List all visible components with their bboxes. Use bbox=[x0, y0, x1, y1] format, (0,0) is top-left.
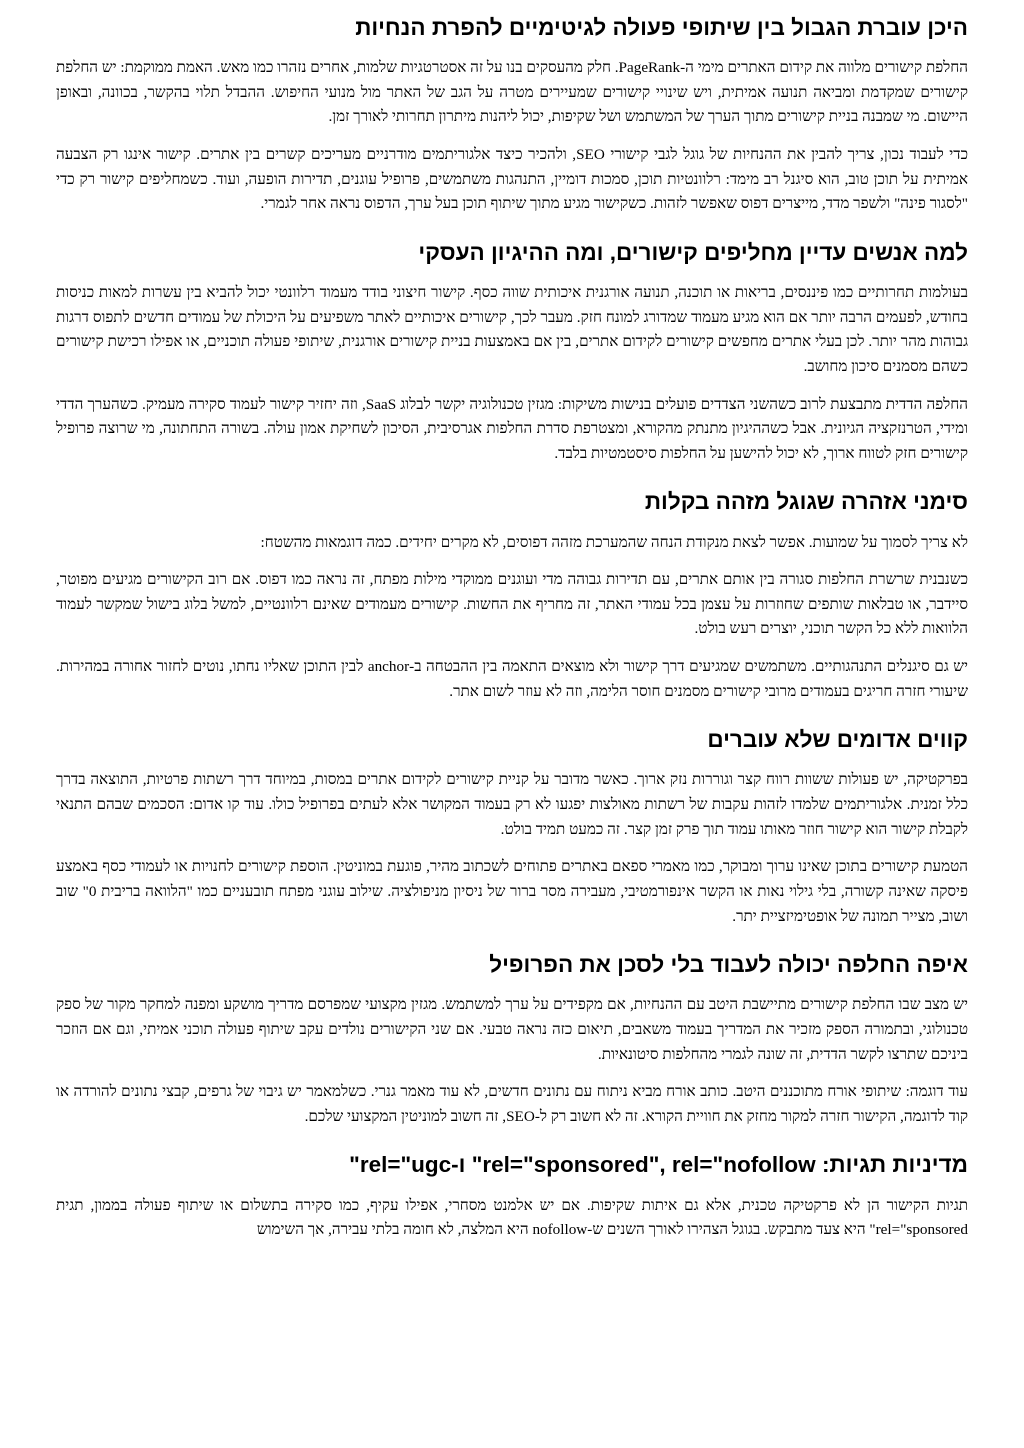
document-section bbox=[56, 951, 968, 1129]
body-paragraph: יש גם סיגנלים התנהגותיים. משתמשים שמגיעים דרך קישור ולא מוצאים התאמה בין ההבטחה ב-anchor לבין התוכן שאליו נחתו, נוטים לחזור אחורה במהירות. שיעורי חזרה חריגים בעמודים מרובי קישורים מסמנים חוסר הלימה, וזה לא עוזר לשום אתר. bbox=[56, 658, 968, 700]
section-heading: היכן עוברת הגבול בין שיתופי פעולה לגיטימיים להפרת הנחיות bbox=[355, 15, 968, 40]
section-heading: מדיניות תגיות: rel="sponsored", rel="nofollow" ו-rel="ugc" bbox=[349, 1152, 968, 1178]
document-section bbox=[56, 1151, 968, 1242]
body-paragraph: הטמעת קישורים בתוכן שאינו ערוך ומבוקר, כמו מאמרי ספאם באתרים פתוחים לשכתוב מהיר, פוגעת במוניטין. הוספת קישורים לחנויות או לעמודי כסף באמצע פיסקה שאינה קשורה, בלי גילוי נאות או הקשר אינפורמטיבי, מעבירה מסר ברור של ניסיון מניפולציה. שילוב עוגני מפתח תובעניים כמו "הלוואה בריבית 0" שוב ושוב, מצייר תמונה של אופטימיזציית יתר. bbox=[56, 858, 968, 925]
section-heading: איפה החלפה יכולה לעבוד בלי לסכן את הפרופיל bbox=[489, 952, 968, 978]
document-section bbox=[56, 239, 968, 467]
body-paragraph: בעולמות תחרותיים כמו פיננסים, בריאות או תוכנה, תנועה אורגנית איכותית שווה כסף. קישור חיצוני בודד מעמוד רלוונטי יכול להביא בין עשרות למאות כניסות בחודש, לפעמים הרבה יותר אם הוא מגיע מעמוד שמדורג למונח חזק. מעבר לכך, קישורים איכותיים לאתר משפיעים על היכולת של עמודים חדשים לתפוס דרגות גבוהות מהר יותר. לכן בעלי אתרים מחפשים קישורים לקידום אתרים, בין אם באמצעות בניית קישורים אורגנית, שיתופי פעולה תוכניים, או אפילו רכישת קישורים כשהם מסמנים סיכון מחושב. bbox=[56, 284, 968, 375]
body-paragraph: כשנבנית שרשרת החלפות סגורה בין אותם אתרים, עם תדירות גבוהה מדי ועוגנים ממוקדי מילות מפתח, זה נראה כמו דפוס. אם רוב הקישורים מגיעים מפוטר, סיידבר, או טבלאות שותפים שחוזרות על עצמן בכל עמודי האתר, זה מחריף את החשות. קישורים מעמודים שאינם רלוונטיים, למשל בלוג בישול שמקשר לעמוד הלוואות ללא כל הקשר תוכני, יוצרים רעש בולט. bbox=[56, 571, 968, 638]
body-paragraph: יש מצב שבו החלפת קישורים מתיישבת היטב עם ההנחיות, אם מקפידים על ערך למשתמש. מגזין מקצועי שמפרסם מדריך מושקע ומפנה למחקר מקור של ספק טכנולוגי, ובתמורה הספק מזכיר את המדריך בעמוד משאבים, תיאום כזה נראה טבעי. אם שני הקישורים נולדים עקב שיתוף פעולה תוכני אמיתי, וגם אם הוזכר ביניכם שתרצו לקשר הדדית, זה שונה לגמרי מהחלפות סיטונאיות. bbox=[56, 996, 968, 1063]
document-section bbox=[56, 488, 968, 704]
body-paragraph: בפרקטיקה, יש פעולות ששוות רווח קצר וגוררות נזק ארוך. כאשר מדובר על קניית קישורים לקידום אתרים במסות, במיוחד דרך רשתות פרטיות, התוצאה בדרך כלל זמנית. אלגוריתמים שלמדו לזהות עקבות של רשתות מאולצות יפגעו לא רק בעמוד המקושר אלא לעתים בפרופיל כולו. עוד קו אדום: הסכמים שבהם התנאי לקבלת קישור הוא קישור חוזר מאותו עמוד תוך פרק זמן קצר. זה כמעט תמיד בולט. bbox=[56, 771, 968, 838]
document-body bbox=[56, 14, 968, 1243]
body-paragraph: כדי לעבוד נכון, צריך להבין את ההנחיות של גוגל לגבי קישורי SEO, ולהכיר כיצד אלגוריתמים מודרניים מעריכים קשרים בין אתרים. קישור אינגו רק הצבעה אמיתית על תוכן טוב, הוא סיגנל רב מימד: רלוונטיות תוכן, סמכות דומיין, התנהגות משתמשים, פרופיל עוגנים, תדירות הופעה, ועוד. כשמחליפים קישור רק כדי "לסגור פינה" ולשפר מדד, מייצרים דפוס שאפשר לזהות. כשקישור מגיע מתוך שיתוף תוכן בעל ערך, הדפוס נראה אחר לגמרי. bbox=[56, 146, 968, 213]
section-heading: למה אנשים עדיין מחליפים קישורים, ומה ההיגיון העסקי bbox=[418, 239, 968, 265]
body-paragraph: לא צריך לסמוך על שמועות. אפשר לצאת מנקודת הנחה שהמערכת מזהה דפוסים, לא מקרים יחידים. כמה דוגמאות מהשטח: bbox=[260, 533, 968, 551]
section-heading: קווים אדומים שלא עוברים bbox=[707, 727, 968, 753]
document-section bbox=[56, 14, 968, 217]
section-heading: סימני אזהרה שגוגל מזהה בקלות bbox=[644, 489, 968, 515]
body-paragraph: החלפת קישורים מלווה את קידום האתרים מימי ה-PageRank. חלק מהעסקים בנו על זה אסטרטגיות שלמות, אחרים נזהרו כמו מאש. האמת ממוקמת: יש החלפת קישורים שמקדמת ומביאה תנועה אמיתית, ויש שינויי קישורים שמעיירים מטרה על הגב של האתר מול מנועי החיפוש. ההבדל תלוי בהקשר, בכוונה, ובאופן היישום. מי שמבנה בניית קישורים מתוך הערך של המשתמש ושל שקיפות, יכול ליהנות מיתרון תחרותי לאורך זמן. bbox=[56, 59, 968, 126]
body-paragraph: תגיות הקישור הן לא פרקטיקה טכנית, אלא גם איתות שקיפות. אם יש אלמנט מסחרי, אפילו עקיף, כמו סקירה בתשלום או שיתוף פעולה בממון, תגית rel="sponsored" היא צעד מתבקש. בגוגל הצהירו לאורך השנים ש-nofollow היא המלצה, לא חומה בלתי עבירה, אך השימוש bbox=[56, 1196, 968, 1239]
body-paragraph: עוד דוגמה: שיתופי אורח מתוכננים היטב. כותב אורח מביא ניתוח עם נתונים חדשים, לא עוד מאמר גנרי. כשלמאמר יש גיבוי של גרפים, קבצי נתונים להורדה או קוד לדוגמה, הקישור חזרה למקור מחזק את חוויית הקורא. זה לא חשוב רק ל-SEO, זה חשוב למוניטין המקצועי שלכם. bbox=[56, 1083, 968, 1125]
document-section bbox=[56, 726, 968, 929]
body-paragraph: החלפה הדדית מתבצעת לרוב כשהשני הצדדים פועלים בנישות משיקות: מגזין טכנולוגיה יקשר לבלוג SaaS, וזה יחזיר קישור לעמוד סקירה מעמיק. כשהערך הדדי ומידי, הטרנזקציה הגיונית. אבל כשההיגיון מתנתק מהקורא, ומצטרפת סדרת החלפות אגרסיבית, הסיכון לשחיקת אמון עולה. בשורה התחתונה, מי שרוצה פרופיל קישורים חזק לטווח ארוך, לא יכול להישען על החלפות סיסטמטיות בלבד. bbox=[56, 395, 969, 462]
